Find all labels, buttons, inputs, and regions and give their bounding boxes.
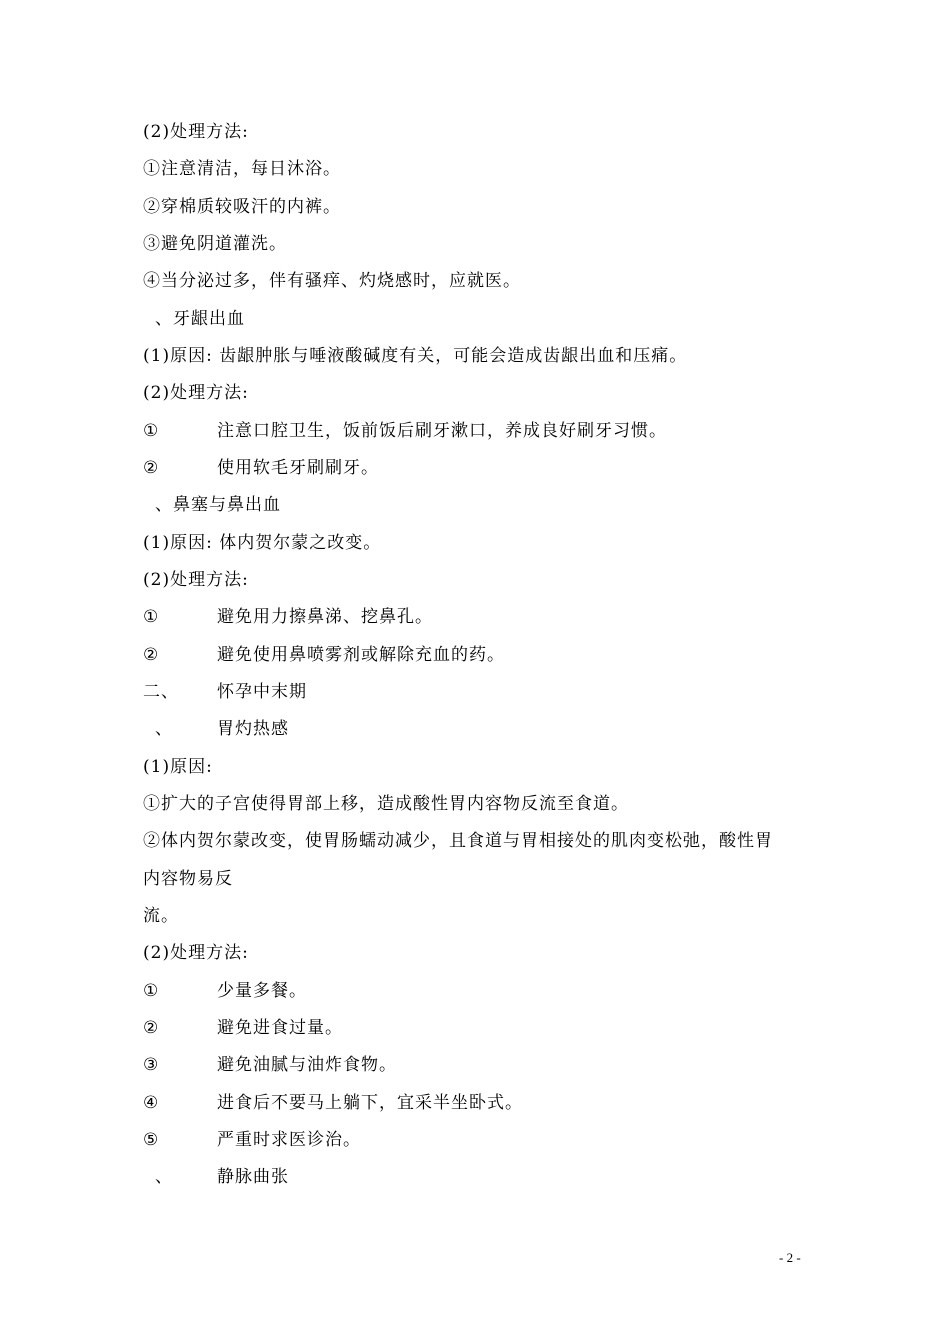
list-item: ④当分泌过多，伴有骚痒、灼烧感时，应就医。: [143, 271, 521, 291]
list-item: [143, 457, 379, 479]
list-item-text: 进食后不要马上躺下，宜采半坐卧式。: [217, 1093, 523, 1113]
list-item-text: 避免进食过量。: [217, 1018, 343, 1038]
list-item: [143, 1129, 361, 1151]
list-marker: ②: [143, 645, 160, 665]
list-marker: ②: [143, 458, 160, 478]
list-item: [143, 420, 667, 442]
list-item: ①注意清洁，每日沐浴。: [143, 159, 341, 179]
list-marker: ①: [143, 981, 160, 1001]
list-item: [143, 980, 307, 1002]
list-marker: ⑤: [143, 1130, 160, 1150]
paragraph: (1)原因: 齿龈肿胀与唾液酸碱度有关，可能会造成齿龈出血和压痛。: [143, 346, 688, 366]
list-item-text: 避免使用鼻喷雾剂或解除充血的药。: [217, 645, 505, 665]
list-marker: ③: [143, 1055, 160, 1075]
paragraph: (2)处理方法:: [143, 122, 249, 142]
list-item: ③避免阴道灌洗。: [143, 234, 287, 254]
list-item: ①扩大的子宫使得胃部上移，造成酸性胃内容物反流至食道。: [143, 794, 629, 814]
heading-text: 怀孕中末期: [217, 682, 307, 702]
paragraph: (2)处理方法:: [143, 570, 249, 590]
section-heading: [155, 1166, 289, 1188]
list-marker: ②: [143, 1018, 160, 1038]
paragraph: (2)处理方法:: [143, 943, 249, 963]
paragraph: (1)原因: 体内贺尔蒙之改变。: [143, 533, 382, 553]
heading-text: 胃灼热感: [217, 719, 289, 739]
paragraph: (2)处理方法:: [143, 383, 249, 403]
list-item: [143, 606, 433, 628]
list-item-text: 使用软毛牙刷刷牙。: [217, 458, 379, 478]
list-item: [143, 1054, 397, 1076]
section-heading: 、鼻塞与鼻出血: [155, 495, 281, 515]
list-item-continuation: 内容物易反: [143, 869, 233, 889]
list-item-text: 少量多餐。: [217, 981, 307, 1001]
list-item: ②穿棉质较吸汗的内裤。: [143, 197, 341, 217]
list-marker: ①: [143, 421, 160, 441]
list-marker: ④: [143, 1093, 160, 1113]
list-item-continuation: 流。: [143, 906, 179, 926]
list-item: [143, 1017, 343, 1039]
heading-marker: 、: [155, 1167, 173, 1187]
list-item: ②体内贺尔蒙改变，使胃肠蠕动减少，且食道与胃相接处的肌肉变松弛，酸性胃: [143, 831, 773, 851]
page-number: - 2 -: [779, 1250, 801, 1265]
list-item-text: 避免油腻与油炸食物。: [217, 1055, 397, 1075]
list-item: [143, 1092, 523, 1114]
heading-marker: 二、: [143, 682, 179, 702]
list-item: [143, 644, 505, 666]
paragraph: (1)原因:: [143, 757, 213, 777]
heading-text: 静脉曲张: [217, 1167, 289, 1187]
list-item-text: 注意口腔卫生，饭前饭后刷牙漱口，养成良好刷牙习惯。: [217, 421, 667, 441]
section-heading: [155, 718, 289, 740]
chapter-heading: [143, 681, 307, 703]
heading-marker: 、: [155, 719, 173, 739]
list-marker: ①: [143, 607, 160, 627]
list-item-text: 严重时求医诊治。: [217, 1130, 361, 1150]
list-item-text: 避免用力擦鼻涕、挖鼻孔。: [217, 607, 433, 627]
section-heading: 、牙龈出血: [155, 309, 245, 329]
